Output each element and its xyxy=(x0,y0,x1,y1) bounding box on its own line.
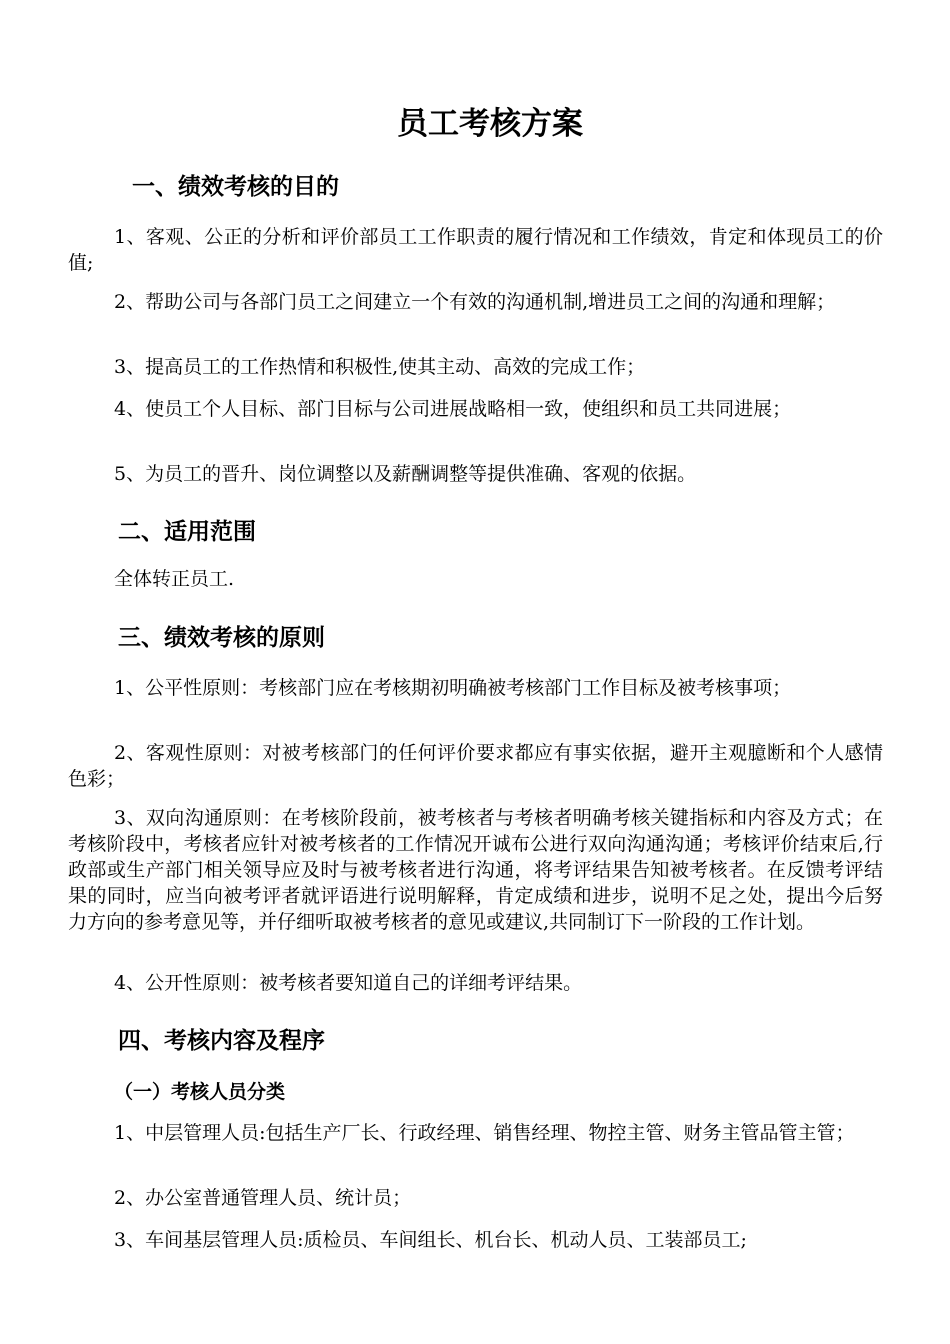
paragraph-principle-1: 1、公平性原则：考核部门应在考核期初明确被考核部门工作目标及被考核事项； xyxy=(114,677,792,699)
section-heading-content: 四、考核内容及程序 xyxy=(118,1028,325,1054)
paragraph-classification-2: 2、办公室普通管理人员、统计员； xyxy=(114,1187,412,1209)
paragraph-classification-1: 1、中层管理人员:包括生产厂长、行政经理、销售经理、物控主管、财务主管品管主管； xyxy=(114,1122,855,1144)
paragraph-purpose-1: 1、客观、公正的分析和评价部员工工作职责的履行情况和工作绩效，肯定和体现员工的价值; xyxy=(68,226,883,274)
paragraph-purpose-4: 4、使员工个人目标、部门目标与公司进展战略相一致，使组织和员工共同进展； xyxy=(114,398,792,420)
paragraph-scope: 全体转正员工. xyxy=(114,568,235,590)
section-heading-scope: 二、适用范围 xyxy=(118,519,256,545)
paragraph-principle-3: 3、双向沟通原则：在考核阶段前，被考核者与考核者明确考核关键指标和内容及方式；在考核阶段中，考核者应针对被考核者的工作情况开诚布公进行双向沟通沟通；考核评价结束后,行政部或生产部门相关领导应及时与被考核者进行沟通，将考评结果告知被考核者。在反馈考评结果的同时，应当向被考评者就评语进行说明解释，肯定成绩和进步，说明不足之处，提出今后努力方向的参考意见等，并仔细听取被考核者的意见或建议,共同制订下一阶段的工作计划。 xyxy=(68,807,883,933)
paragraph-purpose-5: 5、为员工的晋升、岗位调整以及薪酬调整等提供准确、客观的依据。 xyxy=(114,463,697,485)
paragraph-purpose-2: 2、帮助公司与各部门员工之间建立一个有效的沟通机制,增进员工之间的沟通和理解； xyxy=(114,291,836,313)
section-heading-principles: 三、绩效考核的原则 xyxy=(118,625,325,651)
paragraph-classification-3: 3、车间基层管理人员:质检员、车间组长、机台长、机动人员、工装部员工; xyxy=(114,1229,747,1251)
subsection-heading-classification: （一）考核人员分类 xyxy=(114,1081,286,1103)
paragraph-principle-4: 4、公开性原则：被考核者要知道自己的详细考评结果。 xyxy=(114,972,583,994)
paragraph-principle-2: 2、客观性原则：对被考核部门的任何评价要求都应有事实依据，避开主观臆断和个人感情色彩； xyxy=(68,742,883,790)
document-title: 员工考核方案 xyxy=(397,106,583,142)
section-heading-purpose: 一、绩效考核的目的 xyxy=(132,174,339,200)
paragraph-purpose-3: 3、提高员工的工作热情和积极性,使其主动、高效的完成工作； xyxy=(114,356,646,378)
